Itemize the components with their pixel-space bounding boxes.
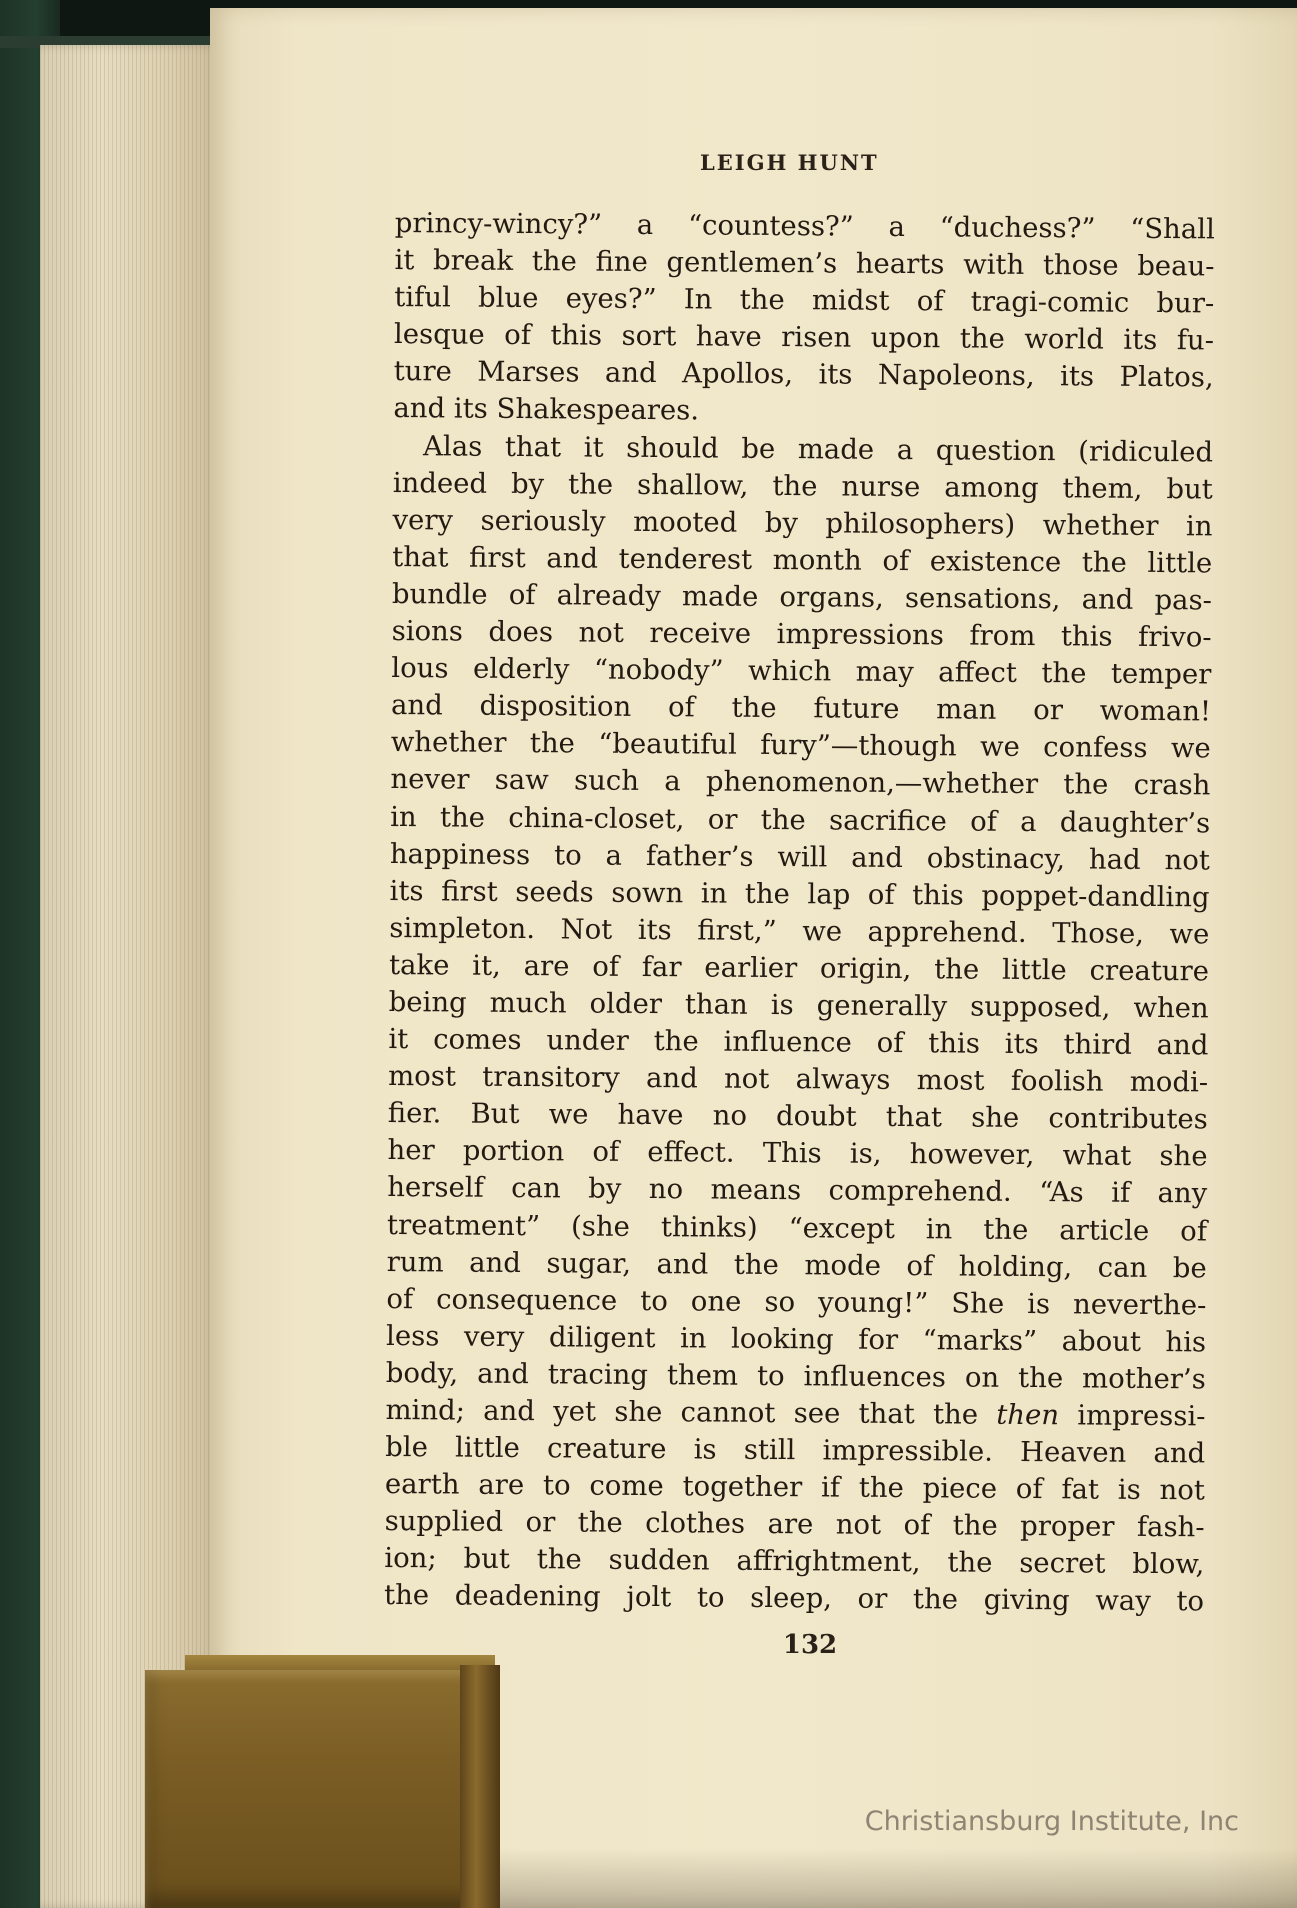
text-line: its first seeds sown in the lap of this poppet-dandling (389, 874, 1210, 914)
text-line: supplied or the clothes are not of the proper fash- (384, 1505, 1205, 1544)
text-line: earth are to come together if the piece of fat is not (384, 1468, 1206, 1507)
text-line: simpleton. Not its first,” we apprehend. Those, we (389, 911, 1210, 951)
page-number: 132 (782, 1630, 838, 1660)
text-line: body, and tracing them to influences on the mother’s (385, 1356, 1206, 1396)
text-line: princy-wincy?” a “countess?” a “duchess?” “Shall (394, 206, 1215, 246)
page-stack-edges (40, 45, 220, 1908)
watermark: Christiansburg Institute, Inc (864, 1806, 1239, 1837)
text-line: that first and tenderest month of existence the little (392, 540, 1213, 580)
text-line: lesque of this sort have risen upon the world its fu- (393, 318, 1215, 357)
text-line: rum and sugar, and the mode of holding, can be (386, 1245, 1207, 1285)
text-line: and its Shakespeares. (393, 392, 700, 427)
text-line: very seriously mooted by philosophers) whether in (392, 503, 1213, 543)
text-line: it comes under the influence of this its third and (388, 1023, 1209, 1062)
book-stand-side (460, 1665, 500, 1908)
text-line: ture Marses and Apollos, its Napoleons, its Platos, (393, 355, 1214, 394)
text-line: herself can by no means comprehend. “As if any (387, 1171, 1208, 1210)
text-line: the deadening jolt to sleep, or the giving way to (383, 1579, 1205, 1618)
italic-word: then (996, 1398, 1060, 1432)
text-line: of consequence to one so young!” She is neverthe- (386, 1282, 1207, 1322)
text-line: and disposition of the future man or woman! (390, 689, 1212, 728)
book-stand (145, 1670, 495, 1908)
text-line: bundle of already made organs, sensations, and pas- (391, 577, 1213, 617)
text-line: tiful blue eyes?” In the midst of tragi-comic bur- (394, 281, 1215, 320)
text-line: ion; but the sudden affrightment, the secret blow, (384, 1542, 1205, 1581)
text-line: most transitory and not always most foolish modi- (388, 1060, 1209, 1099)
text-line: in the china-closet, or the sacrifice of a daughter’s (390, 800, 1211, 839)
body-text (384, 205, 1215, 1621)
text-line-tail: impressi- (1077, 1399, 1206, 1433)
text-line: never saw such a phenomenon,—whether the crash (390, 763, 1211, 802)
text-line: less very diligent in looking for “marks” about his (385, 1319, 1207, 1359)
text-line: ble little creature is still impressible. Heaven and (385, 1431, 1206, 1470)
text-line: being much older than is generally supposed, when (388, 985, 1209, 1025)
text-line: her portion of effect. This is, however, what she (387, 1134, 1208, 1173)
text-line: lous elderly “nobody” which may affect the temper (391, 652, 1212, 691)
text-line: happiness to a father’s will and obstinacy, had not (389, 837, 1211, 877)
text-line: whether the “beautiful fury”—though we confess we (390, 726, 1211, 765)
text-line: it break the fine gentlemen’s hearts with those beau- (394, 244, 1215, 283)
text-line-head: mind; and yet she cannot see that the (385, 1393, 979, 1431)
text-line: treatment” (she thinks) “except in the article of (386, 1208, 1208, 1247)
text-line: fier. But we have no doubt that she contributes (387, 1097, 1208, 1136)
text-line: indeed by the shallow, the nurse among them, but (392, 466, 1213, 506)
text-line-with-italic (385, 1392, 1205, 1436)
text-line: Alas that it should be made a question (ridiculed (422, 429, 1214, 468)
text-line: take it, are of far earlier origin, the little creature (388, 948, 1210, 988)
running-head: LEIGH HUNT (700, 150, 879, 175)
text-line: sions does not receive impressions from this frivo- (391, 615, 1212, 654)
